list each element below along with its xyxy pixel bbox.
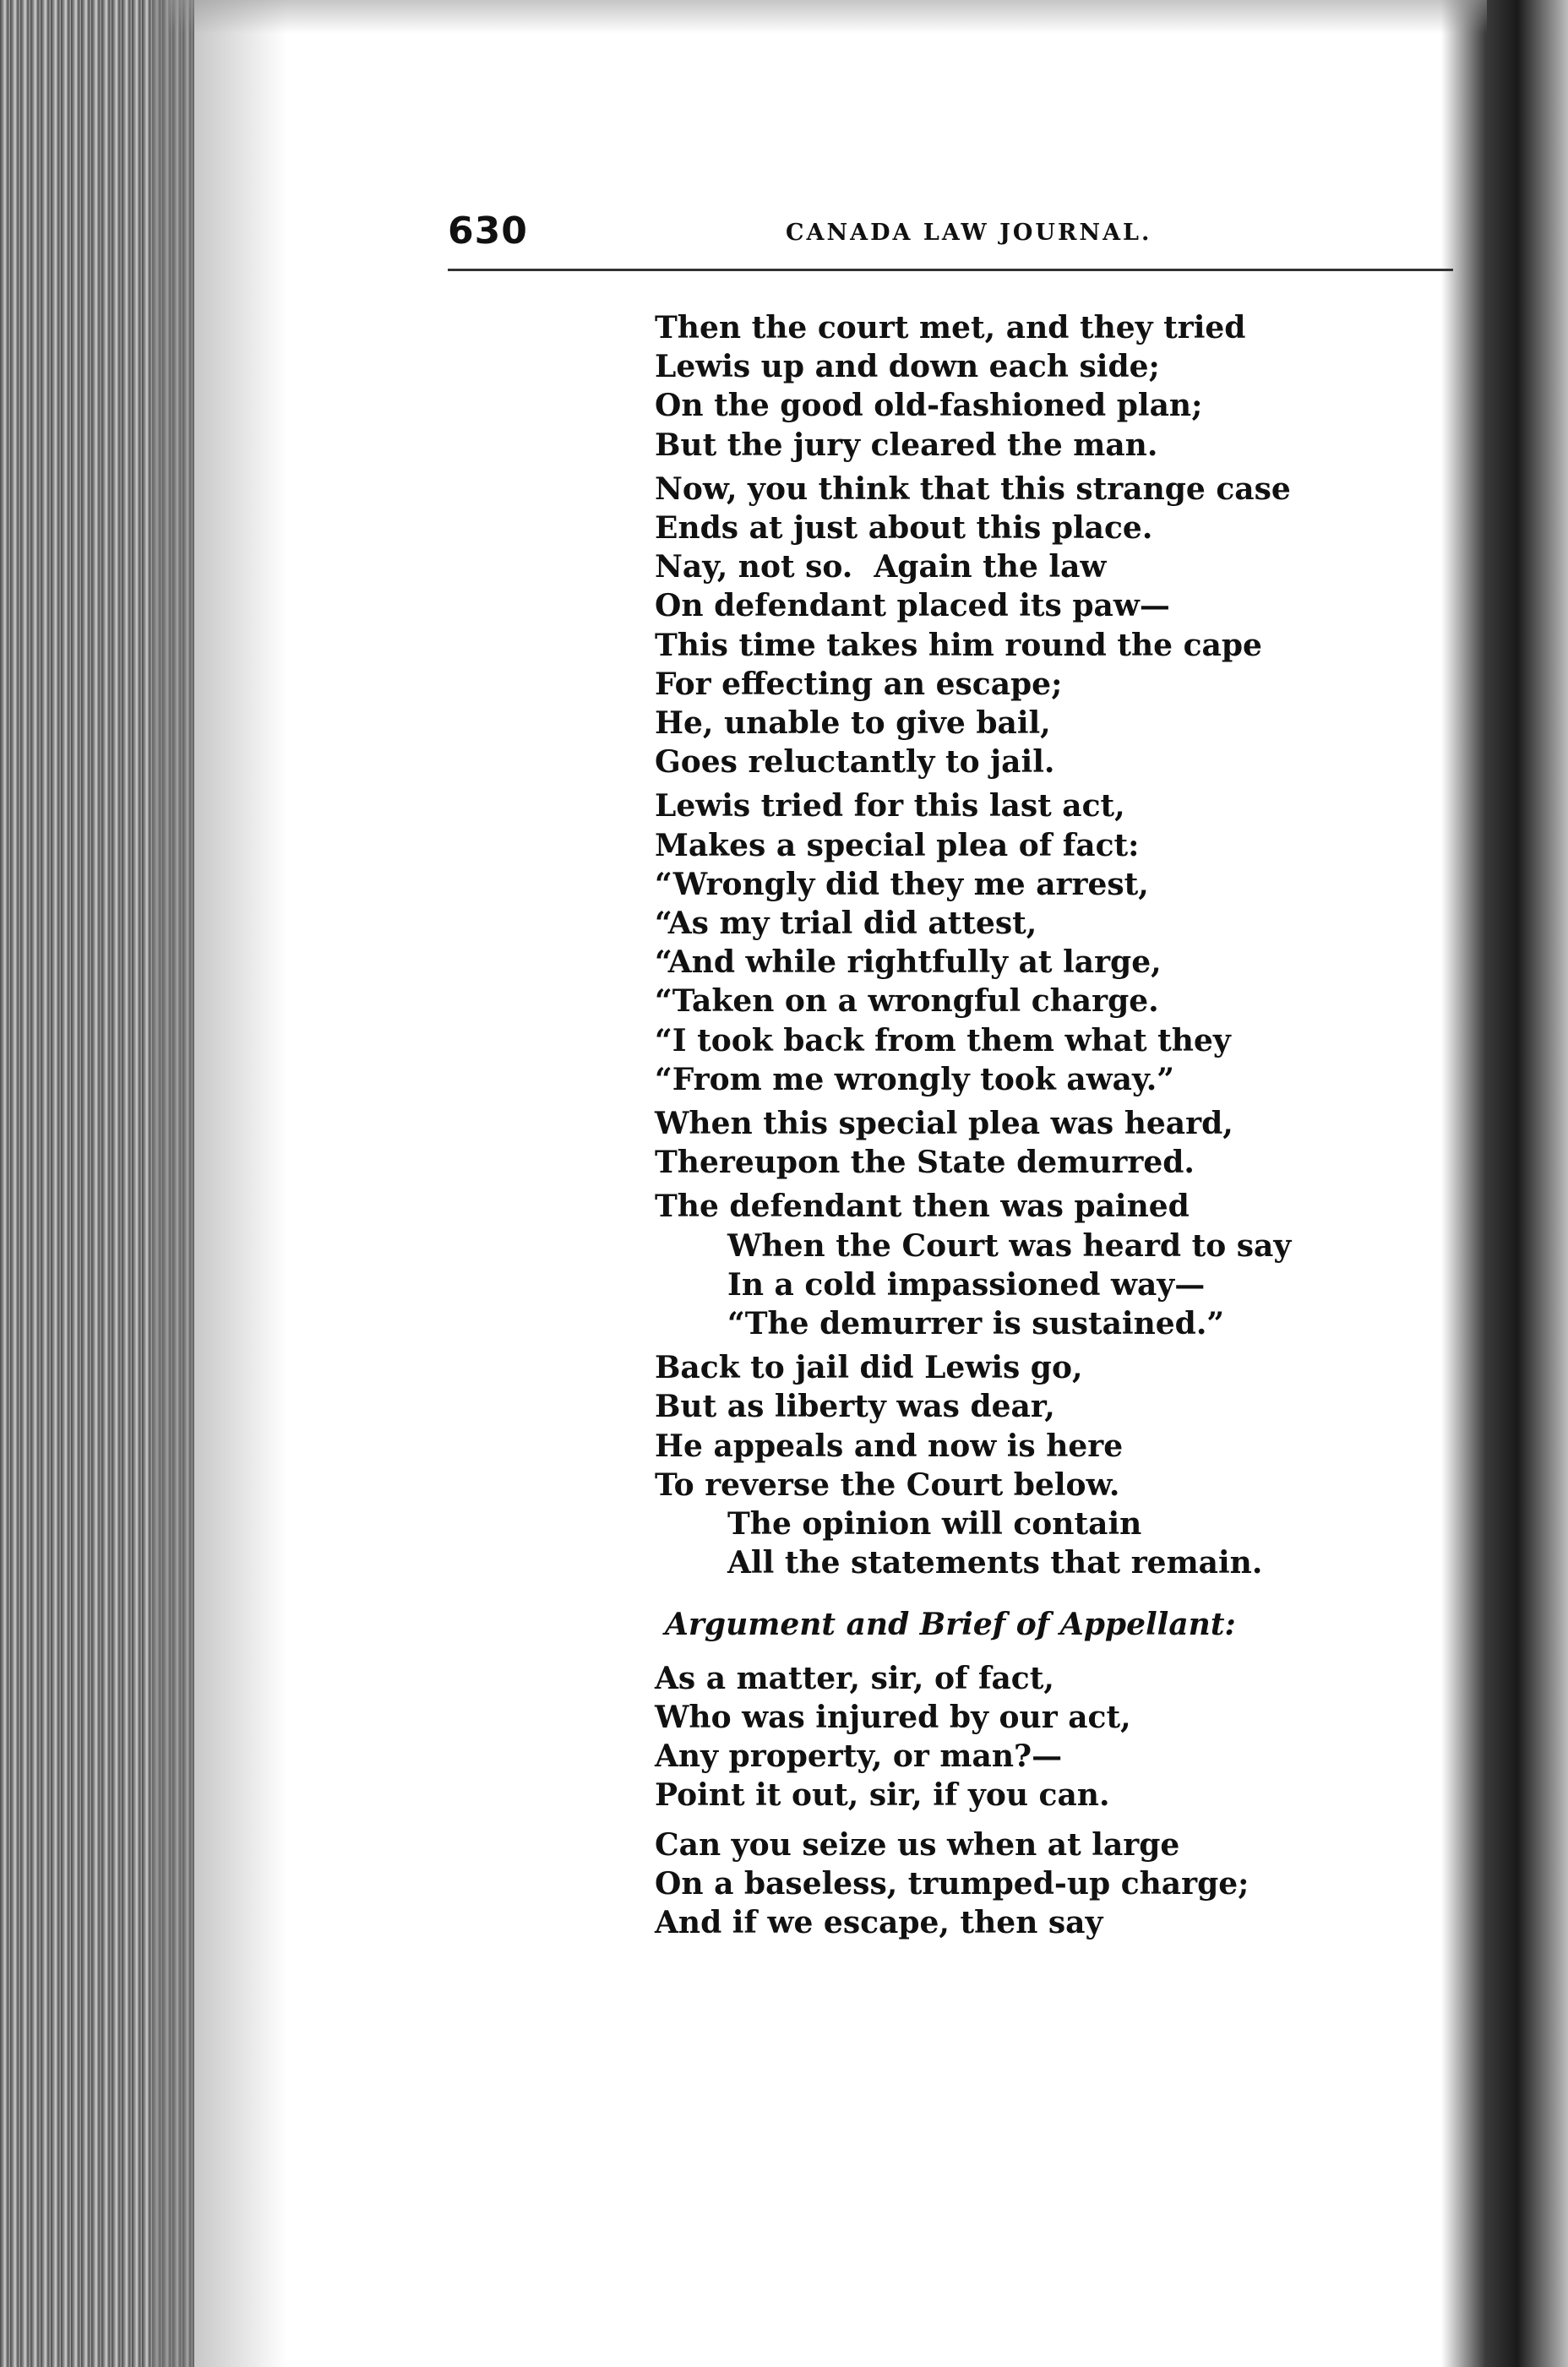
poem-line: “Wrongly did they me arrest, [655,866,1149,902]
stanza [655,1659,1415,1815]
page-top-edge [169,0,1487,34]
poem-line: Point it out, sir, if you can. [655,1777,1110,1814]
poem-line: “As my trial did attest, [655,906,1037,942]
running-head: CANADA LAW JOURNAL. [786,220,1152,246]
stanza [655,470,1415,782]
page-right-edge [1441,0,1568,2367]
poem-line: Lewis up and down each side; [655,349,1160,385]
section-heading: Argument and Brief of Appellant: [665,1606,1236,1642]
poem-line: On the good old-fashioned plan; [655,388,1203,424]
poem-body [655,308,1415,1947]
poem-line: This time takes him round the cape [655,627,1262,663]
poem-line: To reverse the Court below. [655,1466,1120,1503]
poem-line: Thereupon the State demurred. [655,1145,1195,1181]
stanza [655,1187,1415,1343]
poem-line: Nay, not so. Again the law [655,549,1107,585]
poem-line: Now, you think that this strange case [655,471,1291,507]
poem-line: Any property, or man?— [655,1739,1063,1775]
poem-line: He, unable to give bail, [655,705,1051,742]
poem-line: Then the court met, and they tried [655,310,1246,346]
poem-line: “I took back from them what they [655,1022,1231,1058]
poem-line: All the statements that remain. [727,1545,1263,1581]
poem-line: And if we escape, then say [655,1904,1103,1940]
page-header [448,209,1453,260]
stanza [655,308,1415,465]
poem-line: Can you seize us when at large [655,1826,1180,1863]
poem-line: When this special plea was heard, [655,1106,1233,1142]
stanza [655,1826,1415,1943]
poem-line: The defendant then was pained [655,1189,1190,1225]
binding-shadow [152,0,287,2367]
stanza [655,1348,1415,1582]
page-number: 630 [448,209,528,253]
poem-line: “From me wrongly took away.” [655,1061,1175,1097]
stanza [655,786,1415,1099]
stanza [655,1104,1415,1182]
poem-line: Goes reluctantly to jail. [655,744,1055,781]
header-rule [448,269,1453,271]
poem-line: As a matter, sir, of fact, [655,1660,1054,1696]
poem-line: “Taken on a wrongful charge. [655,983,1159,1020]
poem-line: On defendant placed its paw— [655,588,1170,624]
poem-line: Who was injured by our act, [655,1699,1131,1735]
poem-line: Makes a special plea of fact: [655,827,1140,863]
poem-line: The opinion will contain [727,1506,1142,1543]
poem-line: He appeals and now is here [655,1428,1124,1464]
poem-line: For effecting an escape; [655,666,1063,702]
poem-line: But as liberty was dear, [655,1389,1055,1425]
poem-line: “The demurrer is sustained.” [727,1306,1225,1342]
poem-line: But the jury cleared the man. [655,427,1158,463]
poem-line: Lewis tried for this last act, [655,788,1125,824]
poem-line: On a baseless, trumped-up charge; [655,1865,1250,1902]
poem-line: Ends at just about this place. [655,510,1153,547]
poem-line: Back to jail did Lewis go, [655,1350,1083,1386]
poem-line: In a cold impassioned way— [727,1266,1206,1303]
poem-line: “And while rightfully at large, [655,944,1162,981]
poem-line: When the Court was heard to say [727,1227,1292,1264]
